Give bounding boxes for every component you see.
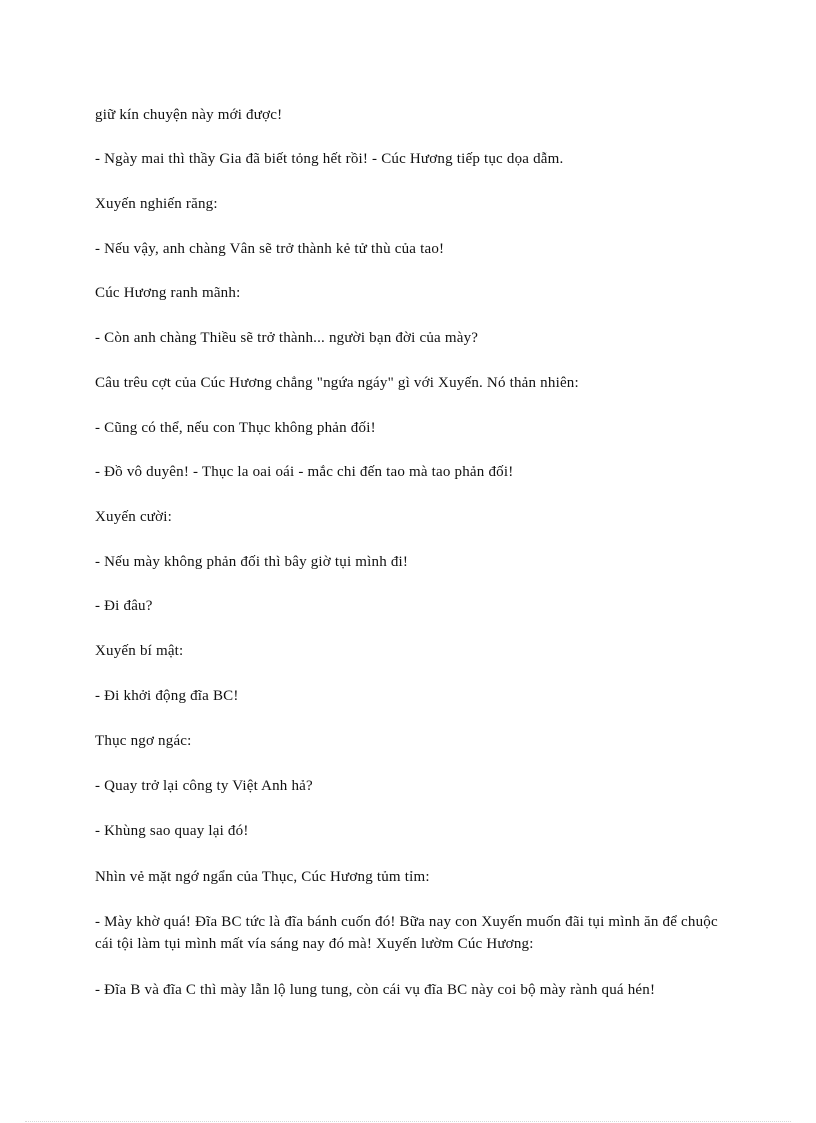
paragraph-5: Cúc Hương ranh mãnh: <box>95 285 241 301</box>
paragraph-10: Xuyến cười: <box>95 509 172 525</box>
page-bottom-divider <box>25 1121 791 1122</box>
paragraph-13: Xuyến bí mật: <box>95 643 184 659</box>
paragraph-4: - Nếu vậy, anh chàng Vân sẽ trở thành kẻ tử thù của tao! <box>95 241 445 257</box>
paragraph-8: - Cũng có thể, nếu con Thục không phản đối! <box>95 420 376 436</box>
paragraph-18: Nhìn vẻ mặt ngớ ngẩn của Thục, Cúc Hương tủm tỉm: <box>95 869 430 885</box>
paragraph-17: - Khùng sao quay lại đó! <box>95 823 249 839</box>
paragraph-14: - Đi khởi động đĩa BC! <box>95 688 239 704</box>
paragraph-7: Câu trêu cợt của Cúc Hương chẳng "ngứa ngáy" gì với Xuyến. Nó thản nhiên: <box>95 375 579 391</box>
paragraph-12: - Đi đâu? <box>95 598 153 614</box>
paragraph-2: - Ngày mai thì thầy Gia đã biết tỏng hết rồi! - Cúc Hương tiếp tục dọa dẫm. <box>95 151 564 167</box>
paragraph-19: - Mày khờ quá! Đĩa BC tức là đĩa bánh cuốn đó! Bữa nay con Xuyến muốn đãi tụi mình ăn để chuộc cái tội làm tụi mình mất vía sáng nay đó mà! Xuyến lườm Cúc Hương: <box>95 914 718 952</box>
paragraph-16: - Quay trở lại công ty Việt Anh hả? <box>95 778 313 794</box>
paragraph-9: - Đồ vô duyên! - Thục la oai oái - mắc chi đến tao mà tao phản đối! <box>95 464 514 480</box>
paragraph-6: - Còn anh chàng Thiều sẽ trở thành... người bạn đời của mày? <box>95 330 479 346</box>
paragraph-1: giữ kín chuyện này mới được! <box>95 107 283 123</box>
paragraph-3: Xuyến nghiến răng: <box>95 196 218 212</box>
paragraph-11: - Nếu mày không phản đối thì bây giờ tụi mình đi! <box>95 554 409 570</box>
paragraph-20: - Đĩa B và đĩa C thì mày lẫn lộ lung tung, còn cái vụ đĩa BC này coi bộ mày rành quá hén! <box>95 982 656 998</box>
paragraph-15: Thục ngơ ngác: <box>95 733 192 749</box>
